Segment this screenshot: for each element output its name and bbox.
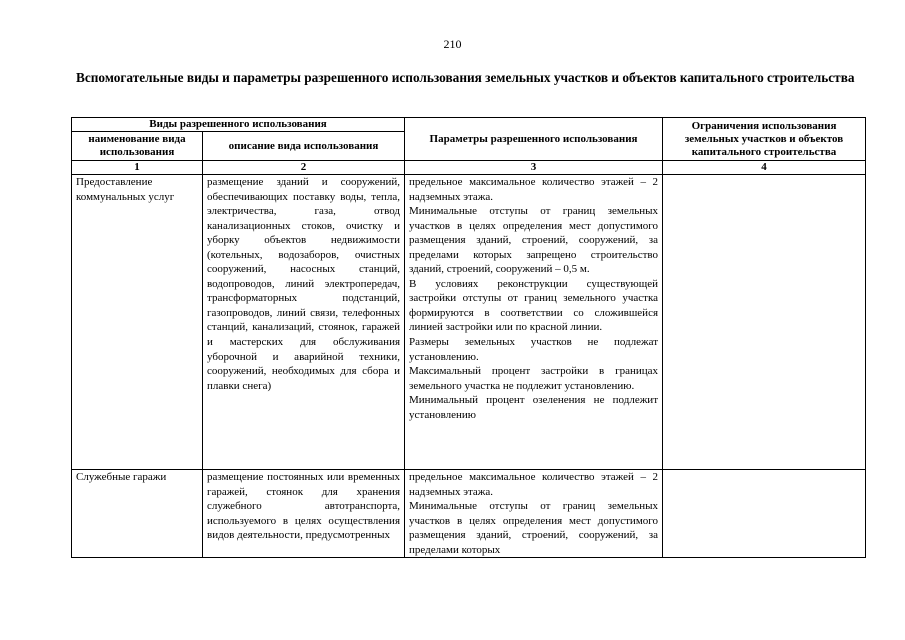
- parameter-paragraph: предельное максимальное количество этажей – 2 надземных этажа.: [409, 471, 659, 498]
- column-number-3: 3: [405, 161, 663, 175]
- use-description-cell: размещение зданий и сооружений, обеспечивающих поставку воды, тепла, электричества, газа, отвод канализационных стоков, очистку и уборку объектов недвижимости (котельных, водозаборов, очистных сооружений, насосных станций, водопроводов, линий электропередач, трансформаторных подстанций, газопроводов, линий связи, телефонных станций, канализаций, стоянок, гаражей и мастерских для обслуживания уборочной и аварийной техники, сооружений, необходимых для сбора и плавки снега): [203, 175, 405, 470]
- use-name-cell: Предоставление коммунальных услуг: [72, 175, 203, 470]
- column-number-2: 2: [203, 161, 405, 175]
- parameter-paragraph: Минимальные отступы от границ земельных участков в целях определения мест допустимого размещения зданий, строений, сооружений, за пределами которых запрещено строительство зданий, строений, сооружений – 0,5 м.: [409, 205, 659, 276]
- restrictions-cell: [663, 470, 866, 558]
- column-number-1: 1: [72, 161, 203, 175]
- header-use-description: описание вида использования: [203, 132, 405, 161]
- header-restrictions: Ограничения использования земельных участков и объектов капитального строительства: [663, 118, 866, 161]
- page-number: 210: [443, 37, 462, 51]
- section-title: Вспомогательные виды и параметры разрешенного использования земельных участков и объектов капитального строительства: [76, 70, 855, 85]
- parameters-cell: [405, 175, 663, 470]
- land-use-table: [71, 117, 866, 558]
- parameter-paragraph: предельное максимальное количество этажей – 2 надземных этажа.: [409, 176, 659, 203]
- parameters-cell: [405, 470, 663, 558]
- parameter-paragraph: В условиях реконструкции существующей застройки отступы от границ земельного участка формируются в соответствии со сложившейся линией застройки или по красной линии.: [409, 277, 659, 334]
- parameter-paragraph: Минимальные отступы от границ земельных участков в целях определения мест допустимого размещения зданий, строений, сооружений, за пределами которых: [409, 500, 659, 556]
- use-description-cell: размещение постоянных или временных гаражей, стоянок для хранения служебного автотранспорта, используемого в целях осуществления видов деятельности, предусмотренных: [203, 470, 405, 558]
- parameter-paragraph: Минимальный процент озеленения не подлежит установлению: [409, 394, 659, 421]
- header-use-types: Виды разрешенного использования: [72, 118, 405, 132]
- parameter-paragraph: Максимальный процент застройки в границах земельного участка не подлежит установлению.: [409, 365, 659, 392]
- parameter-paragraph: Размеры земельных участков не подлежат установлению.: [409, 336, 659, 363]
- header-parameters: Параметры разрешенного использования: [405, 118, 663, 161]
- table-row: [72, 175, 866, 470]
- restrictions-cell: [663, 175, 866, 470]
- header-use-name: наименование вида использования: [72, 132, 203, 161]
- use-name-cell: Служебные гаражи: [72, 470, 203, 558]
- table-row: [72, 470, 866, 558]
- column-number-4: 4: [663, 161, 866, 175]
